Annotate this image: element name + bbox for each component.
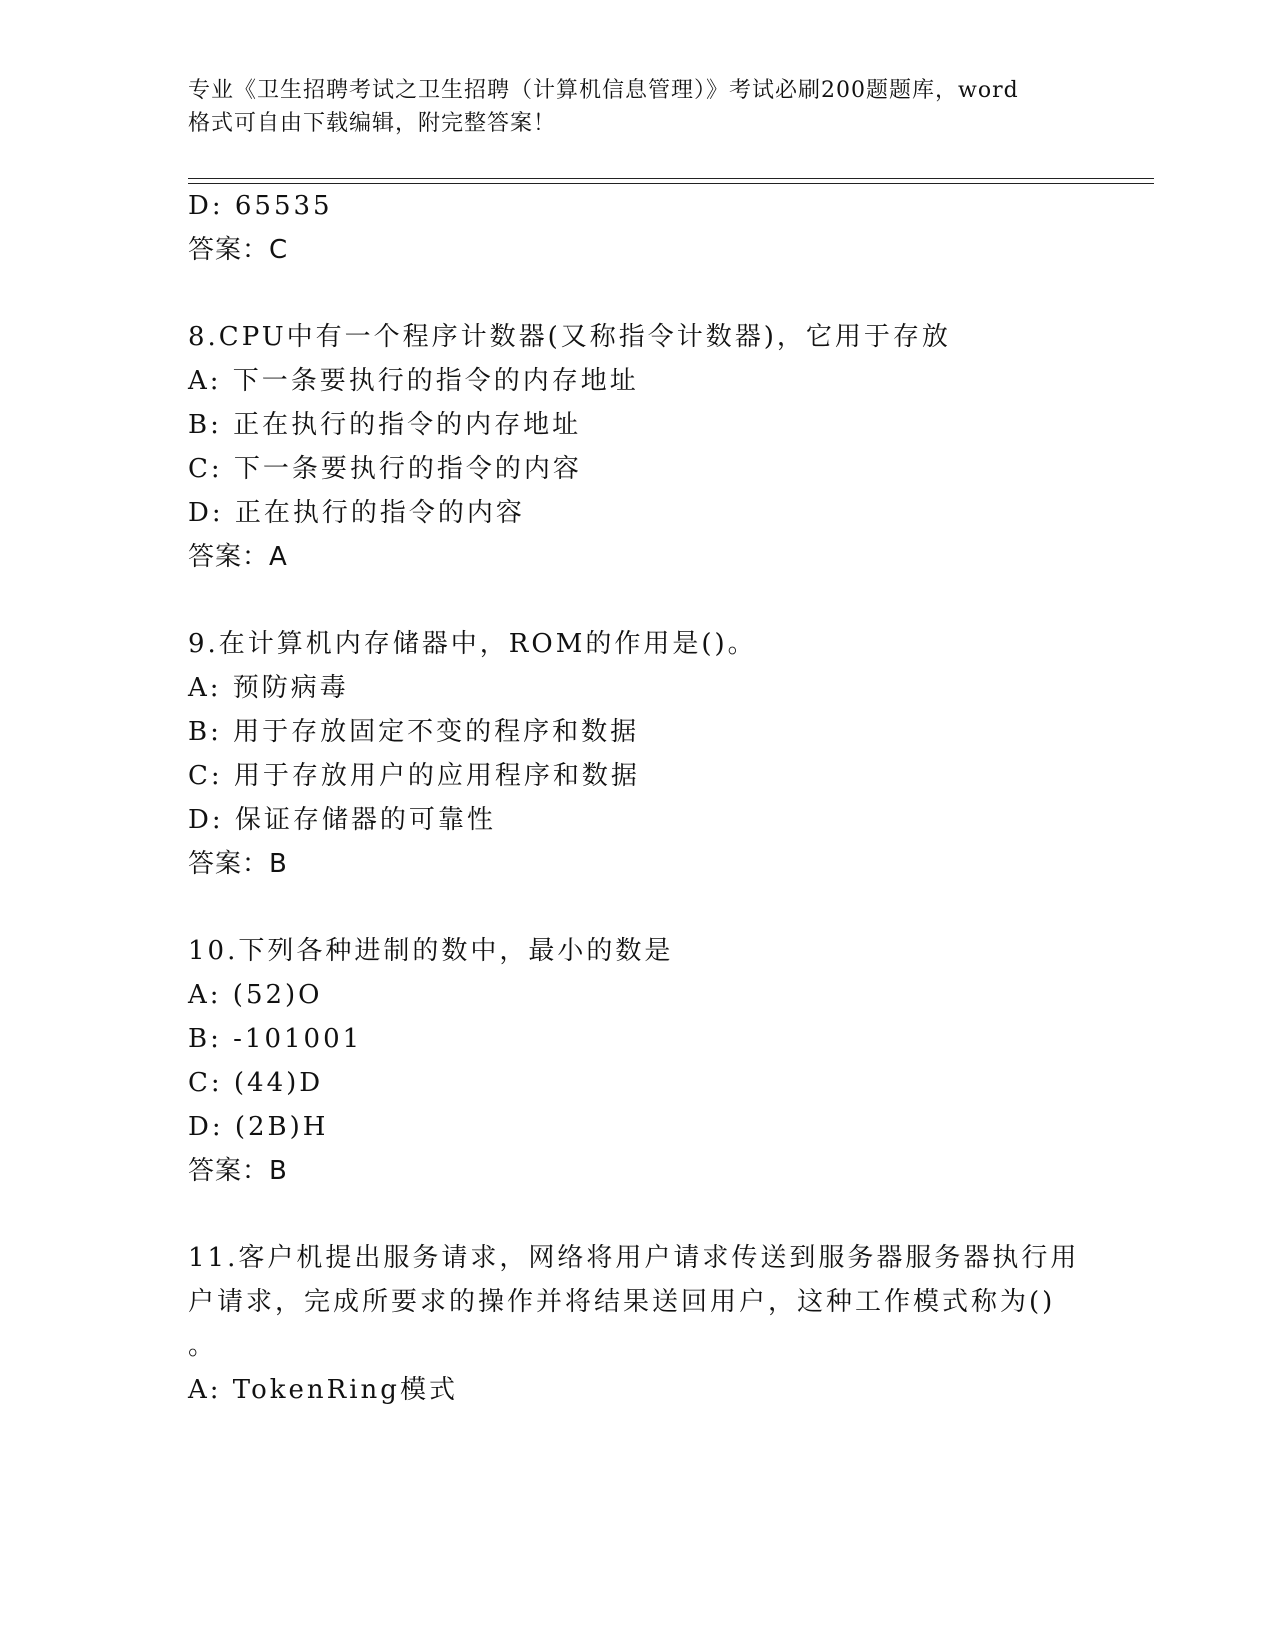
q8-option-c: C: 下一条要执行的指令的内容 [188, 454, 582, 484]
q8-option-b: B: 正在执行的指令的内存地址 [188, 410, 582, 440]
document-header [188, 74, 1088, 140]
header-title-line-1: 专业《卫生招聘考试之卫生招聘（计算机信息管理）》考试必刷200题题库，word [188, 78, 1019, 103]
q9-answer: 答案：B [188, 849, 288, 879]
header-title-line-2: 格式可自由下载编辑，附完整答案！ [188, 111, 557, 136]
q11-option-a: A: TokenRing模式 [188, 1375, 458, 1405]
q9-option-a: A: 预防病毒 [188, 673, 349, 703]
q8-question: 8.CPU中有一个程序计数器(又称指令计数器)，它用于存放 [188, 322, 951, 352]
q10-option-d: D: (2B)H [188, 1112, 329, 1142]
q10-answer: 答案：B [188, 1156, 288, 1186]
q10-question: 10.下列各种进制的数中，最小的数是 [188, 936, 674, 966]
q9-question: 9.在计算机内存储器中，ROM的作用是()。 [188, 629, 757, 659]
q10-option-c: C: (44)D [188, 1068, 324, 1098]
q11-question-line-1: 11.客户机提出服务请求，网络将用户请求传送到服务器服务器执行用 [188, 1243, 1080, 1273]
q9-option-c: C: 用于存放用户的应用程序和数据 [188, 761, 640, 791]
q9-option-b: B: 用于存放固定不变的程序和数据 [188, 717, 640, 747]
q10-option-a: A: (52)O [188, 980, 323, 1010]
q10-option-b: B: -101001 [188, 1024, 363, 1054]
q8-option-a: A: 下一条要执行的指令的内存地址 [188, 366, 639, 396]
q9-option-d: D: 保证存储器的可靠性 [188, 805, 496, 835]
q7-option-d: D: 65535 [188, 191, 333, 221]
q7-answer: 答案：C [188, 235, 289, 265]
header-divider-top [188, 178, 1154, 179]
header-divider-bottom [188, 183, 1154, 184]
q8-answer: 答案：A [188, 542, 288, 572]
q11-question-line-3: 。 [188, 1331, 218, 1361]
q8-option-d: D: 正在执行的指令的内容 [188, 498, 525, 528]
q11-question-line-2: 户请求，完成所要求的操作并将结果送回用户，这种工作模式称为() [188, 1287, 1056, 1317]
